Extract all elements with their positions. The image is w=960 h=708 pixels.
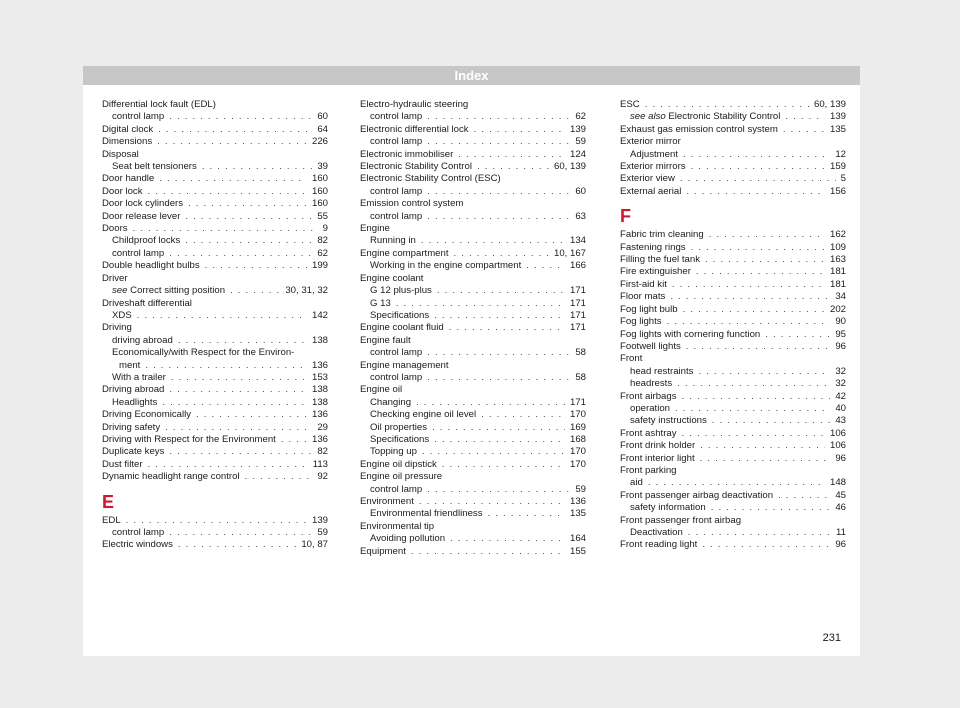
index-entry: Headlights . . . 138 bbox=[102, 397, 328, 409]
index-entry: With a trailer . . . 153 bbox=[102, 372, 328, 384]
index-entry: control lamp . . . 59 bbox=[360, 484, 586, 496]
index-entry: Digital clock . . . 64 bbox=[102, 124, 328, 136]
index-entry: Exhaust gas emission control system . . . 135 bbox=[620, 124, 846, 136]
index-entry: Door lock . . . 160 bbox=[102, 186, 328, 198]
index-entry: Front reading light . . . 96 bbox=[620, 539, 846, 551]
index-heading: Exterior mirror bbox=[620, 136, 681, 148]
index-entry: G 13 . . . 171 bbox=[360, 298, 586, 310]
index-entry: Running in . . . 134 bbox=[360, 235, 586, 247]
index-entry: Specifications . . . 168 bbox=[360, 434, 586, 446]
index-entry: Engine coolant fluid . . . 171 bbox=[360, 322, 586, 334]
index-heading: Engine management bbox=[360, 359, 449, 371]
index-heading: Engine coolant bbox=[360, 272, 424, 284]
index-column-3 bbox=[620, 99, 846, 552]
index-entry: ESC . . . 60, 139 bbox=[620, 99, 846, 111]
index-entry: Dynamic headlight range control . . . 92 bbox=[102, 471, 328, 483]
see-reference: see bbox=[112, 285, 128, 297]
index-heading: Engine fault bbox=[360, 334, 411, 346]
index-heading: Front parking bbox=[620, 464, 677, 476]
index-heading: Emission control system bbox=[360, 198, 464, 210]
index-entry: Front airbags . . . 42 bbox=[620, 391, 846, 403]
index-heading: Engine oil pressure bbox=[360, 471, 443, 483]
index-entry: Adjustment . . . 12 bbox=[620, 149, 846, 161]
index-entry: Seat belt tensioners . . . 39 bbox=[102, 161, 328, 173]
section-letter-e: E bbox=[102, 491, 115, 512]
index-entry: Equipment . . . 155 bbox=[360, 546, 586, 558]
index-column-2 bbox=[360, 99, 586, 558]
index-entry: control lamp . . . 60 bbox=[360, 186, 586, 198]
index-column-1 bbox=[102, 99, 328, 552]
index-entry: Oil properties . . . 169 bbox=[360, 422, 586, 434]
index-entry: Fog light bulb . . . 202 bbox=[620, 304, 846, 316]
index-heading: Electronic Stability Control (ESC) bbox=[360, 173, 501, 185]
index-page bbox=[83, 66, 860, 656]
index-entry: Fog lights with cornering function . . . 95 bbox=[620, 329, 846, 341]
index-entry: Deactivation . . . 11 bbox=[620, 527, 846, 539]
index-entry: safety instructions . . . 43 bbox=[620, 415, 846, 427]
index-entry: safety information . . . 46 bbox=[620, 502, 846, 514]
index-entry: Front ashtray . . . 106 bbox=[620, 428, 846, 440]
index-entry: Childproof locks . . . 82 bbox=[102, 235, 328, 247]
index-entry: control lamp . . . 59 bbox=[102, 527, 328, 539]
index-entry: control lamp . . . 62 bbox=[102, 248, 328, 260]
index-entry: Fog lights . . . 90 bbox=[620, 316, 846, 328]
index-entry: Environment . . . 136 bbox=[360, 496, 586, 508]
section-letter-f: F bbox=[620, 206, 631, 227]
index-entry: Dust filter . . . 113 bbox=[102, 459, 328, 471]
index-entry: Electric windows . . . 10, 87 bbox=[102, 539, 328, 551]
index-entry: Duplicate keys . . . 82 bbox=[102, 446, 328, 458]
index-entry: control lamp . . . 58 bbox=[360, 347, 586, 359]
see-also-reference: see also bbox=[630, 111, 666, 123]
index-entry: Topping up . . . 170 bbox=[360, 446, 586, 458]
index-entry: External aerial . . . 156 bbox=[620, 186, 846, 198]
index-entry: see also Electronic Stability Control . . . 139 bbox=[620, 111, 846, 123]
index-heading: Driving bbox=[102, 322, 132, 334]
index-entry: Fabric trim cleaning . . . 162 bbox=[620, 229, 846, 241]
index-entry: control lamp . . . 62 bbox=[360, 111, 586, 123]
index-heading: Front passenger front airbag bbox=[620, 514, 742, 526]
index-entry: Driving abroad . . . 138 bbox=[102, 384, 328, 396]
index-entry: Doors . . . 9 bbox=[102, 223, 328, 235]
page-title: Index bbox=[83, 66, 860, 85]
index-entry: Exterior view . . . 5 bbox=[620, 173, 846, 185]
index-heading: Environmental tip bbox=[360, 520, 435, 532]
index-entry: Checking engine oil level . . . 170 bbox=[360, 409, 586, 421]
index-entry: Door handle . . . 160 bbox=[102, 173, 328, 185]
index-entry: Changing . . . 171 bbox=[360, 397, 586, 409]
index-entry: Front interior light . . . 96 bbox=[620, 453, 846, 465]
index-entry: Double headlight bulbs . . . 199 bbox=[102, 260, 328, 272]
index-heading: Electro-hydraulic steering bbox=[360, 99, 469, 110]
index-entry: Avoiding pollution . . . 164 bbox=[360, 533, 586, 545]
index-heading: Driver bbox=[102, 272, 128, 284]
index-entry: see Correct sitting position . . . 30, 31, 32 bbox=[102, 285, 328, 297]
index-entry: Exterior mirrors . . . 159 bbox=[620, 161, 846, 173]
index-heading: Differential lock fault (EDL) bbox=[102, 99, 216, 110]
index-entry: Engine oil dipstick . . . 170 bbox=[360, 459, 586, 471]
index-entry: Fastening rings . . . 109 bbox=[620, 242, 846, 254]
index-heading: Engine bbox=[360, 223, 390, 235]
index-entry: XDS . . . 142 bbox=[102, 310, 328, 322]
index-entry: Door lock cylinders . . . 160 bbox=[102, 198, 328, 210]
index-entry: ment . . . 136 bbox=[102, 360, 328, 372]
index-entry: Engine compartment . . . 10, 167 bbox=[360, 248, 586, 260]
index-entry: Electronic Stability Control . . . 60, 139 bbox=[360, 161, 586, 173]
index-entry: Fire extinguisher . . . 181 bbox=[620, 266, 846, 278]
index-entry: Environmental friendliness . . . 135 bbox=[360, 508, 586, 520]
index-entry: operation . . . 40 bbox=[620, 403, 846, 415]
page-number: 231 bbox=[822, 632, 841, 644]
index-entry: Specifications . . . 171 bbox=[360, 310, 586, 322]
index-entry: control lamp . . . 59 bbox=[360, 136, 586, 148]
index-entry: Filling the fuel tank . . . 163 bbox=[620, 254, 846, 266]
index-heading: Front bbox=[620, 353, 643, 365]
index-entry: control lamp . . . 58 bbox=[360, 372, 586, 384]
index-entry: Front passenger airbag deactivation . . . 45 bbox=[620, 490, 846, 502]
index-entry: driving abroad . . . 138 bbox=[102, 335, 328, 347]
index-entry: Driving Economically . . . 136 bbox=[102, 409, 328, 421]
index-entry: Front drink holder . . . 106 bbox=[620, 440, 846, 452]
index-entry: EDL . . . 139 bbox=[102, 515, 328, 527]
index-entry: control lamp . . . 63 bbox=[360, 211, 586, 223]
index-entry: control lamp . . . 60 bbox=[102, 111, 328, 123]
index-entry: Dimensions . . . 226 bbox=[102, 136, 328, 148]
index-entry: Floor mats . . . 34 bbox=[620, 291, 846, 303]
index-entry: head restraints . . . 32 bbox=[620, 366, 846, 378]
index-entry: Electronic differential lock . . . 139 bbox=[360, 124, 586, 136]
index-entry: Electronic immobiliser . . . 124 bbox=[360, 149, 586, 161]
index-entry: aid . . . 148 bbox=[620, 477, 846, 489]
index-heading: Disposal bbox=[102, 148, 139, 160]
index-heading: Engine oil bbox=[360, 384, 403, 396]
index-entry: Footwell lights . . . 96 bbox=[620, 341, 846, 353]
index-entry-wrapped: Economically/with Respect for the Environ- bbox=[112, 347, 295, 359]
index-entry: G 12 plus-plus . . . 171 bbox=[360, 285, 586, 297]
index-entry: First-aid kit . . . 181 bbox=[620, 279, 846, 291]
index-entry: Working in the engine compartment . . . 166 bbox=[360, 260, 586, 272]
index-entry: Door release lever . . . 55 bbox=[102, 211, 328, 223]
index-entry: Driving safety . . . 29 bbox=[102, 422, 328, 434]
index-heading: Driveshaft differential bbox=[102, 297, 192, 309]
index-entry: Driving with Respect for the Environment . . . 136 bbox=[102, 434, 328, 446]
index-entry: headrests . . . 32 bbox=[620, 378, 846, 390]
